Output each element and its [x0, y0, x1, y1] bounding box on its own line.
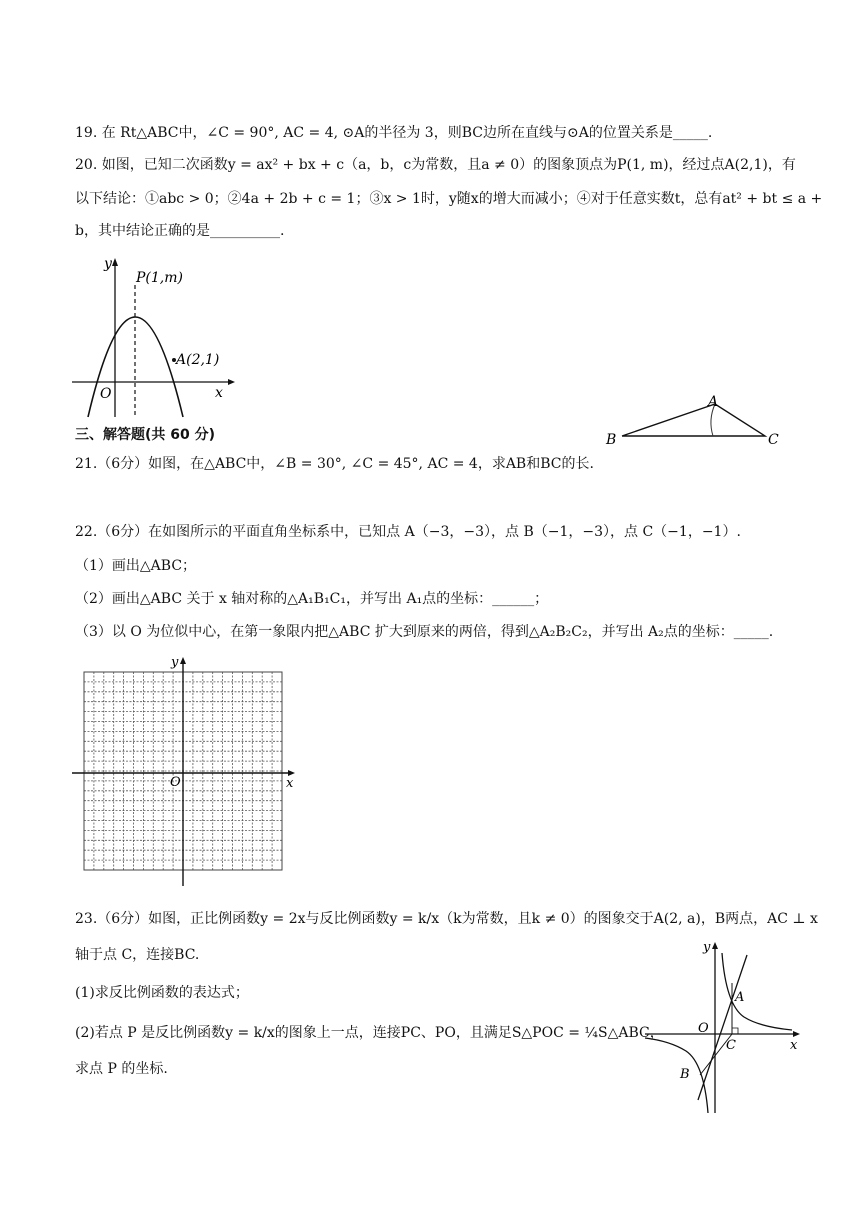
x-axis-arrow-icon: [793, 1031, 800, 1037]
parabola-figure: [70, 252, 240, 422]
point-a-label: A(2,1): [176, 352, 220, 368]
function-figure: [640, 935, 810, 1115]
point-p-label: P(1,m): [136, 270, 183, 286]
y-label: y: [703, 940, 711, 955]
question-20-line1: 20. 如图，已知二次函数y = ax² + bx + c（a，b，c为常数，且a ≠ 0）的图象顶点为P(1, m)，经过点A(2,1)，有: [75, 157, 796, 173]
section-3-title: 三、解答题(共 60 分): [75, 427, 216, 443]
x-label: x: [215, 385, 223, 401]
x-label: x: [790, 1038, 798, 1053]
y-axis-arrow-icon: [180, 657, 186, 664]
vertex-b-label: B: [606, 432, 617, 448]
question-22-line2: （1）画出△ABC；: [75, 558, 197, 574]
origin-label: O: [100, 386, 112, 402]
question-20-line2: 以下结论：①abc > 0；②4a + 2b + c = 1；③x > 1时，y随x的增大而减小；④对于任意实数t，总有at² + bt ≤ a +: [75, 191, 823, 207]
question-22-line4: （3）以 O 为位似中心，在第一象限内把△ABC 扩大到原来的两倍，得到△A₂B₂C₂，并写出 A₂点的坐标：_____.: [75, 624, 774, 640]
question-21: 21.（6分）如图，在△ABC中，∠B = 30°, ∠C = 45°, AC = 4，求AB和BC的长.: [75, 456, 594, 472]
vertex-c-label: C: [768, 432, 779, 448]
question-23-part2b: 求点 P 的坐标.: [75, 1061, 168, 1077]
point-b-label: B: [680, 1067, 690, 1082]
question-23-part2: (2)若点 P 是反比例函数y = k/x的图象上一点，连接PC、PO，且满足S△POC = ¼S△ABC，: [75, 1025, 664, 1041]
y-label: y: [171, 655, 179, 670]
origin-label: O: [698, 1021, 709, 1036]
y-axis-arrow-icon: [712, 942, 718, 949]
question-20-line3: b，其中结论正确的是__________.: [75, 223, 285, 239]
question-19: 19. 在 Rt△ABC中，∠C = 90°, AC = 4, ⊙A的半径为 3，则BC边所在直线与⊙A的位置关系是_____.: [75, 125, 713, 141]
x-label: x: [286, 776, 294, 791]
question-22-line3: （2）画出△ABC 关于 x 轴对称的△A₁B₁C₁，并写出 A₁点的坐标：______；: [75, 591, 549, 607]
y-axis-arrow-icon: [112, 258, 118, 266]
triangle-figure: [600, 392, 790, 474]
question-23-line1: 23.（6分）如图，正比例函数y = 2x与反比例函数y = k/x（k为常数，且k ≠ 0）的图象交于A(2, a)，B两点，AC ⊥ x: [75, 911, 818, 927]
question-22-line1: 22.（6分）在如图所示的平面直角坐标系中，已知点 A（−3，−3），点 B（−1，−3），点 C（−1，−1）.: [75, 524, 741, 540]
origin-label: O: [170, 775, 181, 790]
point-a-label: A: [735, 990, 745, 1005]
hyperbola-branch-2: [645, 1038, 708, 1113]
question-23-line2: 轴于点 C，连接BC.: [75, 947, 200, 963]
x-axis-arrow-icon: [228, 379, 235, 385]
point-c-label: C: [726, 1038, 736, 1053]
vertex-a-label: A: [708, 394, 719, 410]
y-label: y: [104, 256, 112, 272]
triangle-abc: [622, 404, 765, 436]
right-angle-mark: [732, 1028, 738, 1034]
parabola-curve: [88, 317, 183, 417]
question-23-part1: (1)求反比例函数的表达式；: [75, 985, 249, 1001]
coordinate-grid: [72, 654, 302, 889]
